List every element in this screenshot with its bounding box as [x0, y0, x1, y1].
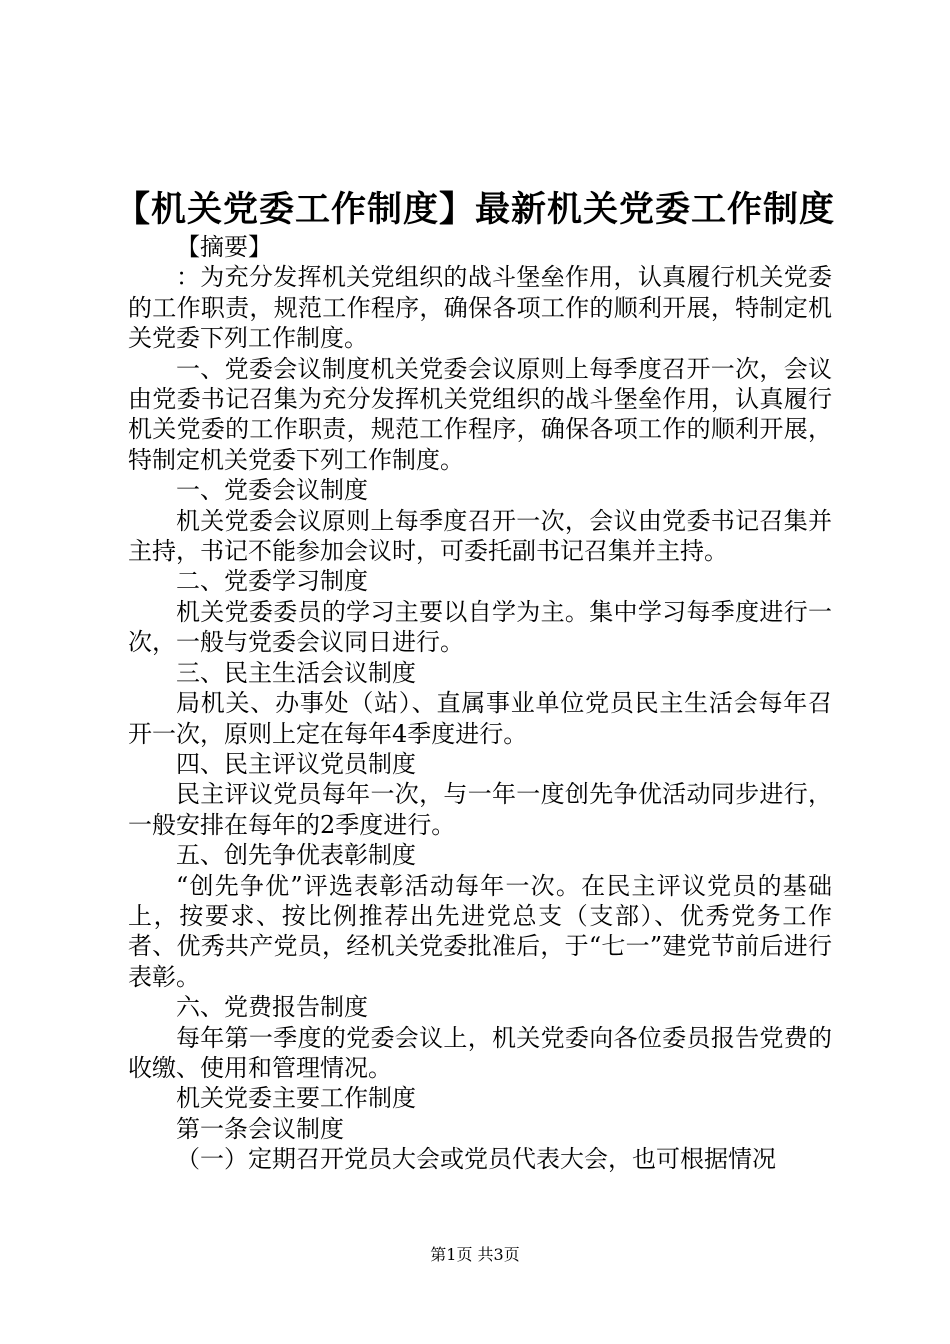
section-heading: 四、民主评议党员制度: [176, 749, 416, 778]
body-paragraph: （一）定期召开党员大会或党员代表大会，也可根据情况: [176, 1145, 776, 1174]
page-footer: 第1页 共3页: [430, 1245, 520, 1264]
body-paragraph: 机关党委委员的学习主要以自学为主。集中学习每季度进行一次，一般与党委会议同日进行。: [128, 597, 832, 657]
section-heading: 六、党费报告制度: [176, 993, 368, 1022]
document-title: 【机关党委工作制度】最新机关党委工作制度: [114, 189, 835, 230]
body-paragraph: 局机关、办事处（站）、直属事业单位党员民主生活会每年召开一次，原则上定在每年4季度进行。: [128, 689, 832, 748]
body-paragraph: 民主评议党员每年一次，与一年一度创先争优活动同步进行，一般安排在每年的2季度进行。: [128, 780, 832, 839]
body-paragraph: 机关党委会议原则上每季度召开一次，会议由党委书记召集并主持，书记不能参加会议时，可委托副书记召集并主持。: [128, 506, 832, 566]
section-heading: 一、党委会议制度: [176, 476, 368, 505]
section-heading: 三、民主生活会议制度: [176, 658, 416, 687]
body-paragraph: 每年第一季度的党委会议上，机关党委向各位委员报告党费的收缴、使用和管理情况。: [128, 1023, 832, 1082]
section-heading: 二、党委学习制度: [176, 567, 368, 596]
body-paragraph: “创先争优”评选表彰活动每年一次。在民主评议党员的基础上，按要求、按比例推荐出先进党总支（支部）、优秀党务工作者、优秀共产党员，经机关党委批准后，于“七一”建党节前后进行表彰。: [128, 871, 832, 991]
section-heading: 机关党委主要工作制度: [176, 1084, 416, 1113]
section-heading: 五、创先争优表彰制度: [176, 841, 416, 870]
document-body: [128, 232, 832, 1175]
section-heading: 第一条会议制度: [176, 1114, 344, 1143]
body-paragraph: ：为充分发挥机关党组织的战斗堡垒作用，认真履行机关党委的工作职责，规范工作程序，确保各项工作的顺利开展，特制定机关党委下列工作制度。: [128, 263, 832, 353]
abstract-label: 【摘要】: [176, 233, 272, 261]
body-paragraph: 一、党委会议制度机关党委会议原则上每季度召开一次，会议由党委书记召集为充分发挥机关党组织的战斗堡垒作用，认真履行机关党委的工作职责，规范工作程序，确保各项工作的顺利开展，特制定机关党委下列工作制度。: [128, 354, 832, 474]
